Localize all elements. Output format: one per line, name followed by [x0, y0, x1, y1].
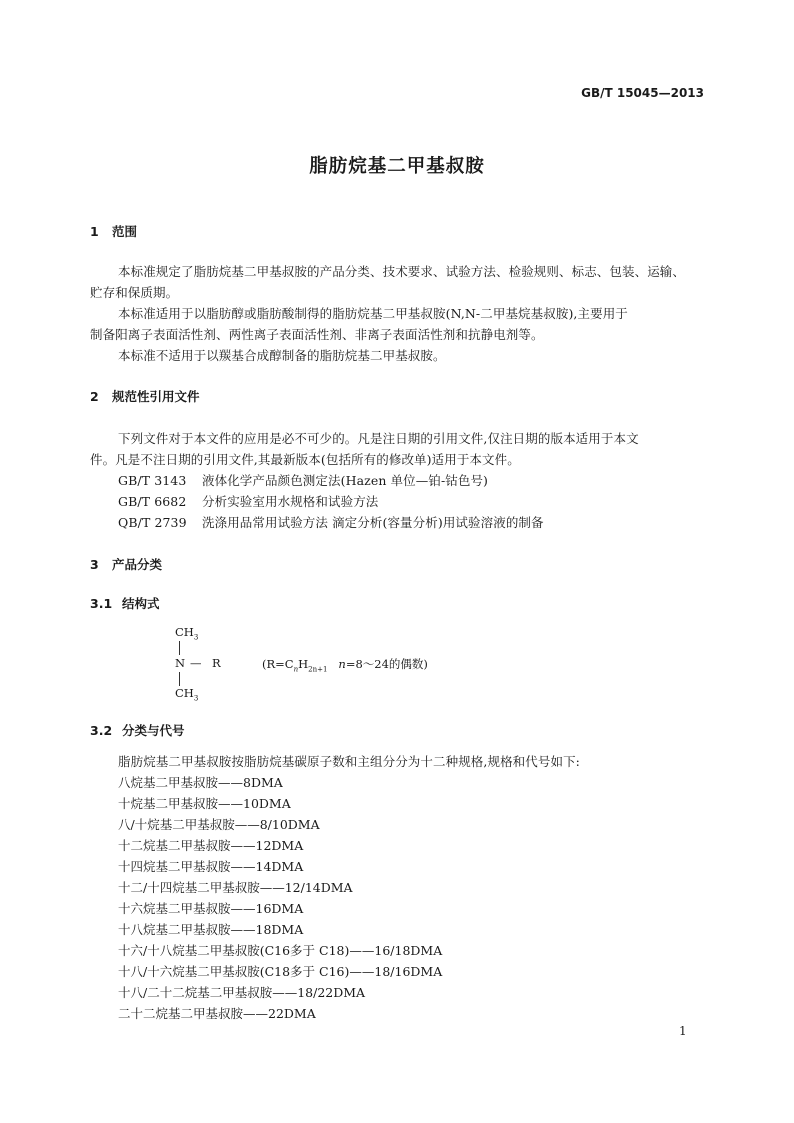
s1-paragraph-1-line-2: 贮存和保质期。: [90, 285, 179, 300]
list-item: 八烷基二甲基叔胺——8DMA: [118, 775, 283, 790]
list-item: 十八烷基二甲基叔胺——18DMA: [118, 922, 304, 937]
list-item: 十八/十六烷基二甲基叔胺(C18多于 C16)——18/16DMA: [118, 964, 443, 979]
s2-paragraph-line-2: 件。凡是不注日期的引用文件,其最新版本(包括所有的修改单)适用于本文件。: [90, 452, 520, 467]
section-number: 3: [90, 557, 99, 572]
bond-vertical-top: [179, 641, 180, 655]
page-number: 1: [679, 1024, 687, 1038]
reference-title: 分析实验室用水规格和试验方法: [202, 494, 379, 509]
section-title: 结构式: [122, 596, 160, 611]
reference-title: 液体化学产品颜色测定法(Hazen 单位—铂-钴色号): [202, 473, 489, 488]
reference-code: GB/T 3143: [118, 473, 187, 488]
list-item: 十四烷基二甲基叔胺——14DMA: [118, 859, 304, 874]
section-number: 3.1: [90, 596, 113, 611]
section-1-heading: [90, 222, 137, 240]
section-2-heading: [90, 387, 200, 405]
section-title: 规范性引用文件: [112, 389, 200, 404]
bond-horizontal: —: [190, 656, 202, 670]
list-item: 十六烷基二甲基叔胺——16DMA: [118, 901, 304, 916]
reference-code: QB/T 2739: [118, 515, 187, 530]
r-group: R: [212, 656, 221, 670]
section-title: 分类与代号: [122, 723, 185, 738]
reference-code: GB/T 6682: [118, 494, 187, 509]
list-item: 十六/十八烷基二甲基叔胺(C16多于 C18)——16/18DMA: [118, 943, 443, 958]
section-number: 3.2: [90, 723, 113, 738]
section-3-2-heading: [90, 721, 185, 739]
top-methyl-group: $CH_3$: [175, 625, 199, 642]
list-item: 二十二烷基二甲基叔胺——22DMA: [118, 1006, 316, 1021]
s1-paragraph-2-line-2: 制备阳离子表面活性剂、两性离子表面活性剂、非离子表面活性剂和抗静电剂等。: [90, 327, 544, 342]
s1-paragraph-1-line-1: 本标准规定了脂肪烷基二甲基叔胺的产品分类、技术要求、试验方法、检验规则、标志、包装、运输、: [118, 264, 686, 279]
r-definition: ($R=C_nH_{2n+1}$ n=8～24的偶数): [262, 657, 428, 674]
document-title: 脂肪烷基二甲基叔胺: [309, 156, 485, 177]
list-item: 十二烷基二甲基叔胺——12DMA: [118, 838, 304, 853]
reference-title: 洗涤用品常用试验方法 滴定分析(容量分析)用试验溶液的制备: [202, 515, 544, 530]
bond-vertical-bottom: [179, 672, 180, 686]
section-title: 产品分类: [112, 557, 163, 572]
section-3-1-heading: [90, 594, 160, 612]
list-item: 十二/十四烷基二甲基叔胺——12/14DMA: [118, 880, 353, 895]
list-item: 八/十烷基二甲基叔胺——8/10DMA: [118, 817, 320, 832]
s1-paragraph-2-line-1: 本标准适用于以脂肪醇或脂肪酸制得的脂肪烷基二甲基叔胺(N,N-二甲基烷基叔胺),主要用于: [118, 306, 628, 321]
s2-paragraph-line-1: 下列文件对于本文件的应用是必不可少的。凡是注日期的引用文件,仅注日期的版本适用于本文: [118, 431, 639, 446]
s1-paragraph-3: 本标准不适用于以羰基合成醇制备的脂肪烷基二甲基叔胺。: [118, 348, 446, 363]
reference-item: [118, 471, 488, 489]
list-item: 十烷基二甲基叔胺——10DMA: [118, 796, 291, 811]
nitrogen-atom: N: [175, 656, 186, 670]
standard-code: GB/T 15045—2013: [581, 86, 704, 100]
section-title: 范围: [112, 224, 138, 239]
bottom-methyl-group: $CH_3$: [175, 686, 199, 703]
section-3-heading: [90, 555, 162, 573]
section-number: 1: [90, 224, 99, 239]
section-number: 2: [90, 389, 99, 404]
list-item: 十八/二十二烷基二甲基叔胺——18/22DMA: [118, 985, 366, 1000]
reference-item: [118, 492, 378, 510]
reference-item: [118, 513, 544, 531]
s32-intro: 脂肪烷基二甲基叔胺按脂肪烷基碳原子数和主组分分为十二种规格,规格和代号如下:: [118, 754, 580, 769]
